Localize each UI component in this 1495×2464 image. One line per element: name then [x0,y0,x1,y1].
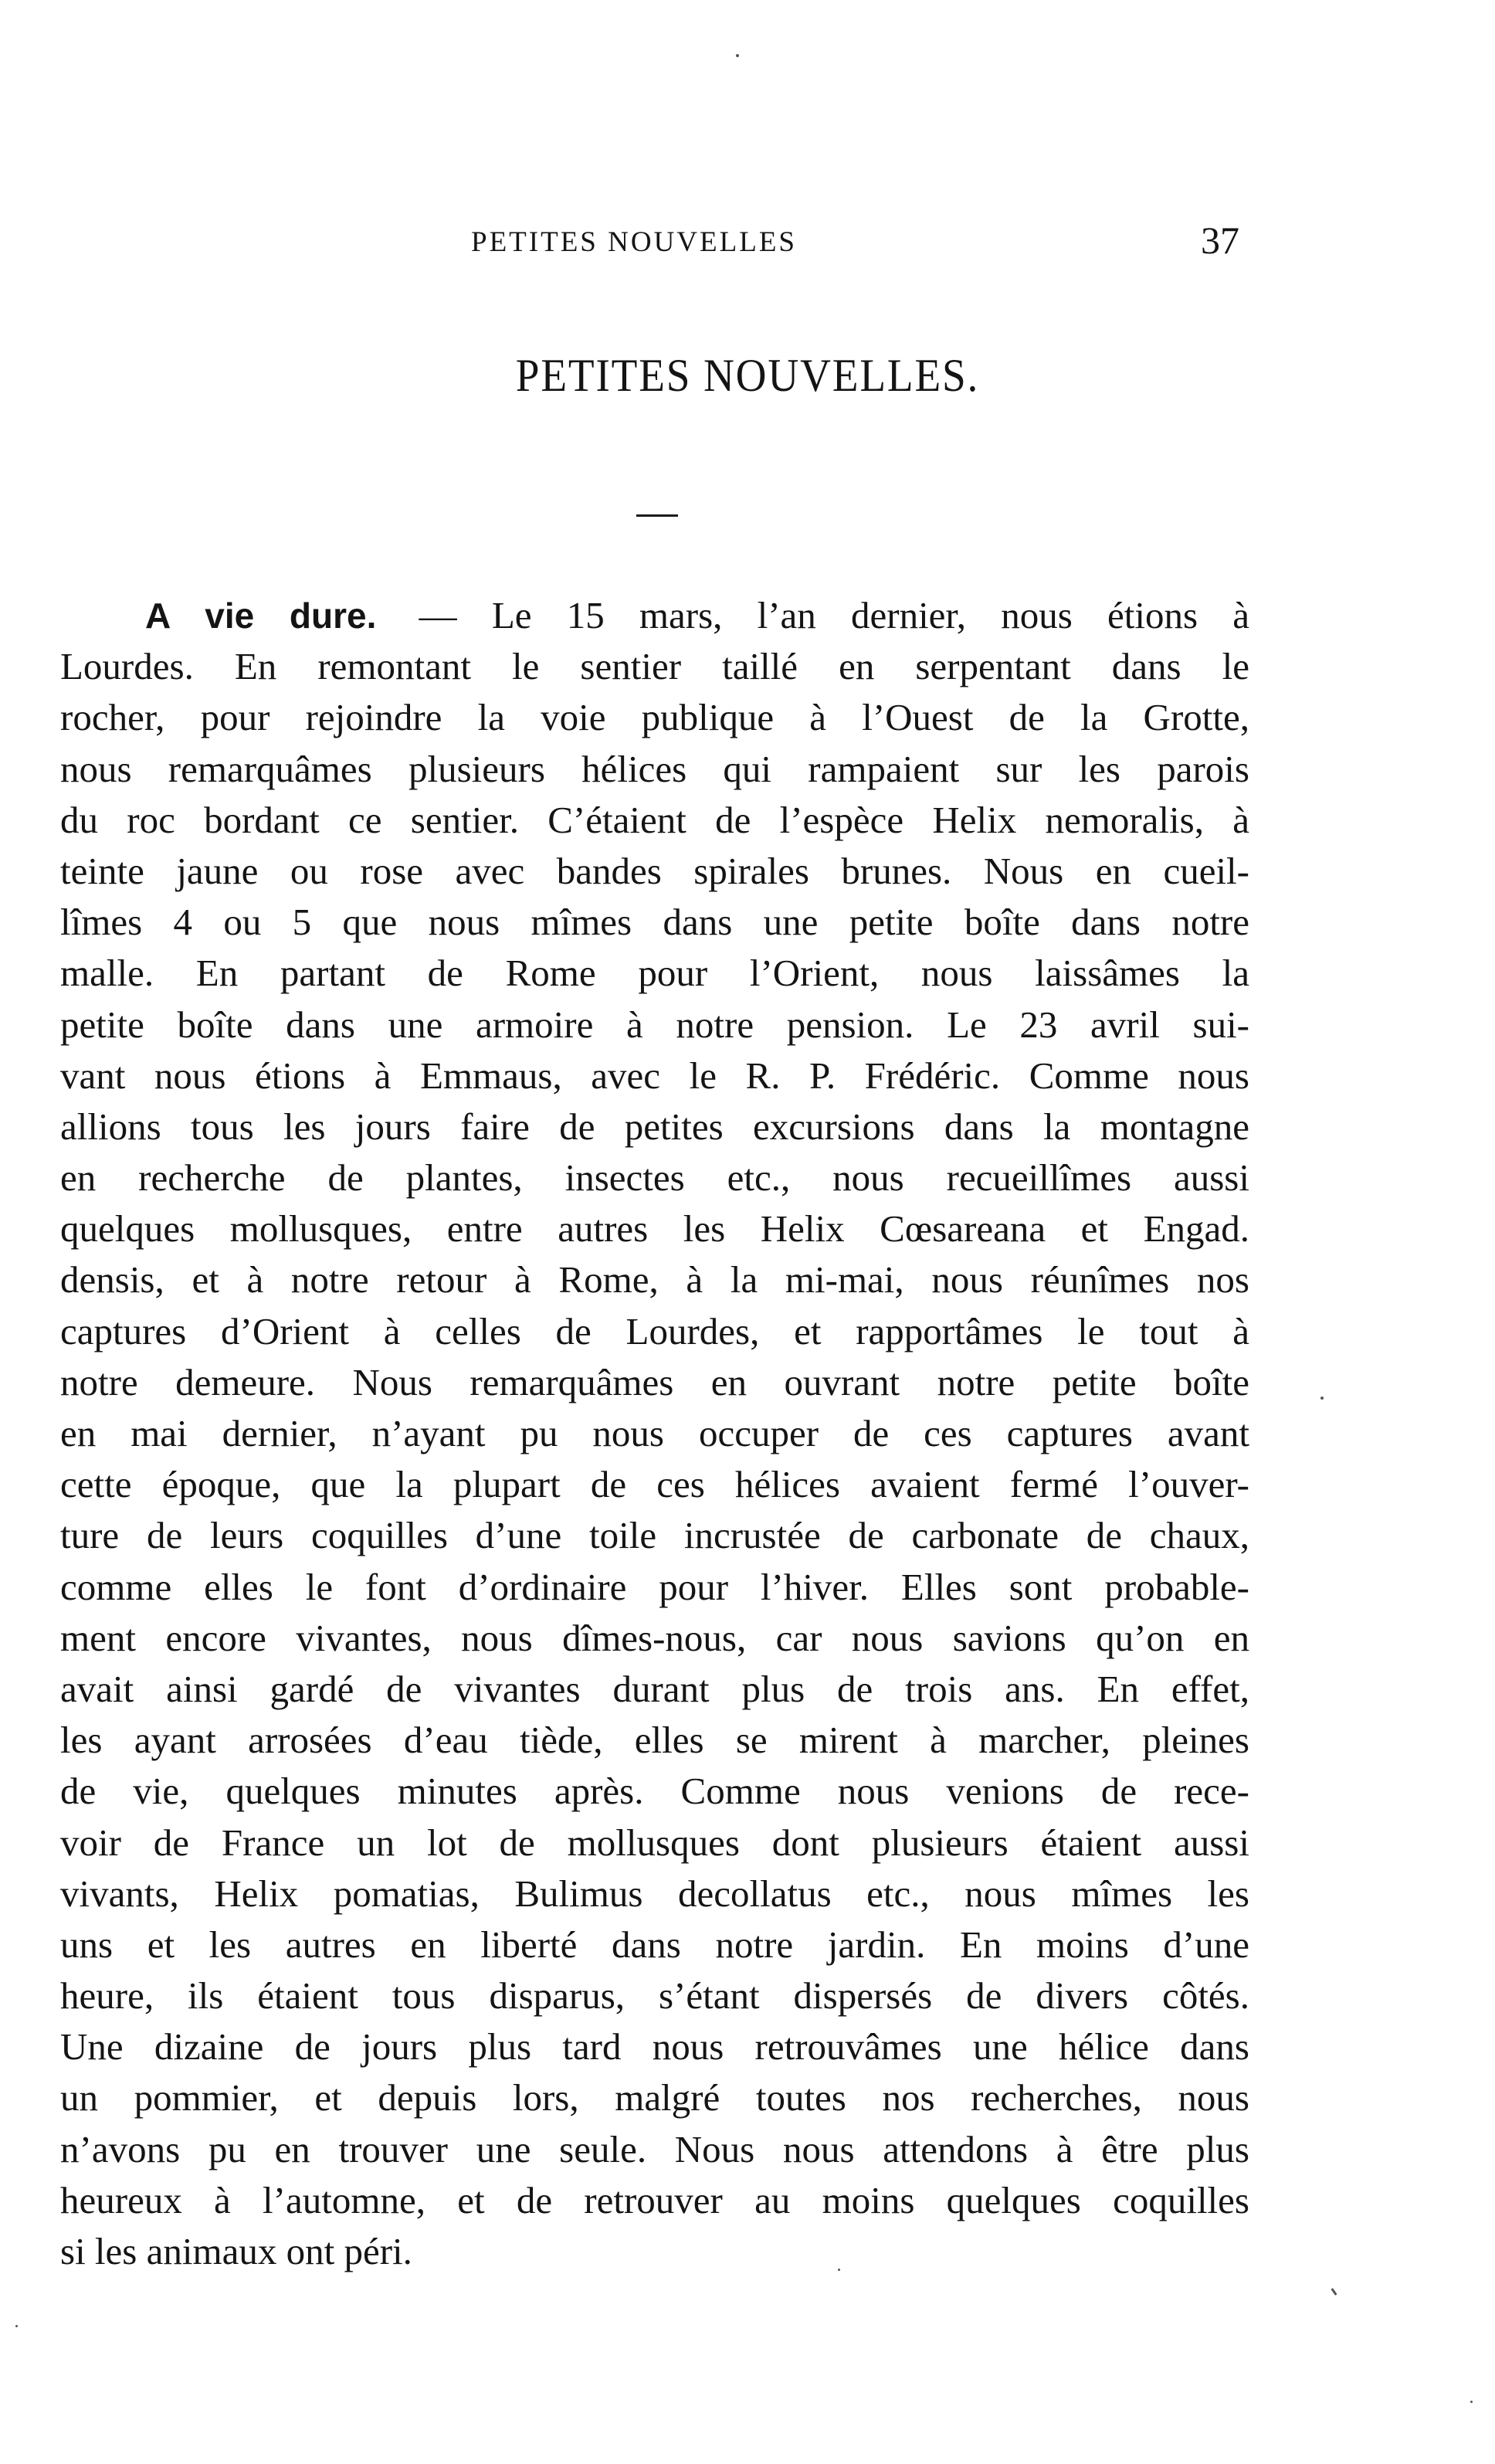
paragraph-line: les ayant arrosées d’eau tiède, elles se mirent à marcher, pleines [60,1719,1249,1762]
running-head: PETITES NOUVELLES [471,226,797,258]
paragraph-line: teinte jaune ou rose avec bandes spirales brunes. Nous en cueil- [60,849,1249,892]
page-number: 37 [1201,219,1239,262]
paragraph-line: densis, et à notre retour à Rome, à la mi-mai, nous réunîmes nos [60,1258,1249,1302]
paragraph-line: allions tous les jours faire de petites excursions dans la montagne [60,1105,1249,1148]
scan-speck [838,2269,840,2271]
paragraph-line: n’avons pu en trouver une seule. Nous nous attendons à être plus [60,2127,1249,2170]
run-in-heading: A vie dure. [145,596,377,636]
paragraph-line: vivants, Helix pomatias, Bulimus decollatus etc., nous mîmes les [60,1872,1249,1915]
paragraph-line: de vie, quelques minutes après. Comme nous venions de rece- [60,1770,1249,1813]
paragraph-line: captures d’Orient à celles de Lourdes, et rapportâmes le tout à [60,1309,1249,1352]
paragraph-line: un pommier, et depuis lors, malgré toutes nos recherches, nous [60,2076,1249,2120]
section-title: PETITES NOUVELLES. [515,350,980,401]
paragraph-line: malle. En partant de Rome pour l’Orient, nous laissâmes la [60,952,1249,995]
paragraph-line: lîmes 4 ou 5 que nous mîmes dans une petite boîte dans notre [60,901,1249,944]
paragraph-line: nous remarquâmes plusieurs hélices qui rampaient sur les parois [60,747,1249,790]
paragraph-line: du roc bordant ce sentier. C’étaient de l’espèce Helix nemoralis, à [60,798,1249,841]
paragraph-line: avait ainsi gardé de vivantes durant plus de trois ans. En effet, [60,1667,1249,1710]
paragraph-line: si les animaux ont péri. [60,2230,412,2272]
paragraph-line: petite boîte dans une armoire à notre pension. Le 23 avril sui- [60,1003,1249,1046]
paragraph-line: quelques mollusques, entre autres les Helix Cœsareana et Engad. [60,1207,1249,1251]
scan-speck [15,2325,18,2327]
paragraph-line: voir de France un lot de mollusques dont plusieurs étaient aussi [60,1821,1249,1864]
paragraph-line: en recherche de plantes, insectes etc., nous recueillîmes aussi [60,1156,1249,1200]
paragraph-line: uns et les autres en liberté dans notre jardin. En moins d’une [60,1923,1249,1966]
paragraph-line: Une dizaine de jours plus tard nous retrouvâmes une hélice dans [60,2025,1249,2069]
line-text: Le 15 mars, l’an dernier, nous étions à [491,594,1250,636]
title-rule [636,514,678,517]
paragraph-line: ture de leurs coquilles d’une toile incrustée de carbonate de chaux, [60,1514,1249,1557]
paragraph-line: cette époque, que la plupart de ces hélices avaient fermé l’ouver- [60,1463,1249,1506]
article-body [60,590,1249,2277]
paragraph-line: comme elles le font d’ordinaire pour l’hiver. Elles sont probable- [60,1565,1249,1608]
em-dash: — [419,594,457,636]
scan-speck [736,54,739,57]
scan-speck [1470,2401,1473,2403]
paragraph-line: notre demeure. Nous remarquâmes en ouvrant notre petite boîte [60,1360,1249,1403]
scan-speck [1320,1397,1324,1400]
scan-speck [1331,2288,1337,2296]
paragraph-line: Lourdes. En remontant le sentier taillé en serpentant dans le [60,645,1249,688]
paragraph-line: heureux à l’automne, et de retrouver au moins quelques coquilles [60,2178,1249,2221]
paragraph-line: en mai dernier, n’ayant pu nous occuper de ces captures avant [60,1412,1249,1454]
paragraph-line: rocher, pour rejoindre la voie publique à l’Ouest de la Grotte, [60,696,1249,739]
paragraph-line: vant nous étions à Emmaus, avec le R. P. Frédéric. Comme nous [60,1054,1249,1097]
paragraph-line: heure, ils étaient tous disparus, s’étant dispersés de divers côtés. [60,1974,1249,2018]
paragraph-line: ment encore vivantes, nous dîmes-nous, car nous savions qu’on en [60,1616,1249,1659]
paragraph-line [60,590,1249,641]
